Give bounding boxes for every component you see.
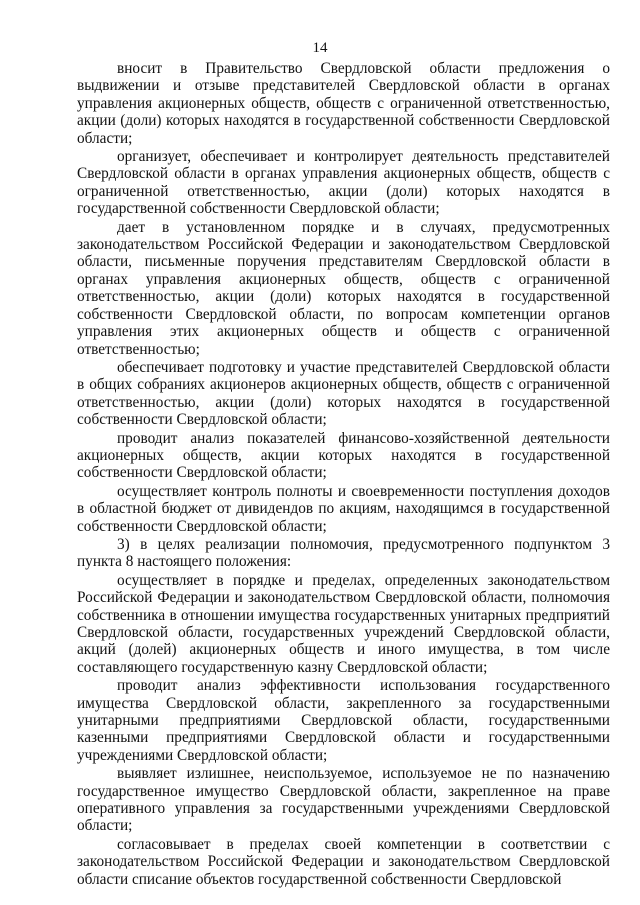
paragraph: осуществляет в порядке и пределах, определенных законодательством Российской Федерации и законодательством Свердловской области, полномочия собственника в отношении имущества государственных унитарных предприятий Свердловской области, государственных учреждений Свердловской области, акций (долей) акционерных обществ и иного имущества, в том числе составляющего государственную казну Свердловской области; — [77, 571, 610, 676]
page-number: 14 — [312, 40, 328, 56]
paragraph: организует, обеспечивает и контролирует деятельность представителей Свердловской области в органах управления акционерных обществ, обществ с ограниченной ответственностью, акции (доли) которых находятся в государственной собственности Свердловской области; — [77, 148, 610, 218]
paragraph: дает в установленном порядке и в случаях, предусмотренных законодательством Российской Федерации и законодательством Свердловской области, письменные поручения представителям Свердловской области в органах управления акционерных обществ, обществ с ограниченной ответственностью, акции (доли) которых находятся в государственной собственности Свердловской области, по вопросам компетенции органов управления этих акционерных обществ и обществ с ограниченной ответственностью; — [77, 218, 610, 358]
paragraph: проводит анализ эффективности использования государственного имущества Свердловской области, закрепленного за государственными унитарными предприятиями Свердловской области, государственными казенными предприятиями Свердловской области и государственными учреждениями Свердловской области; — [77, 677, 610, 764]
paragraph: выявляет излишнее, неиспользуемое, используемое не по назначению государственное имущество Свердловской области, закрепленное на праве оперативного управления за государственными учреждениями Свердловской области; — [77, 765, 610, 835]
body-text — [77, 60, 610, 889]
paragraph: обеспечивает подготовку и участие представителей Свердловской области в общих собраниях акционеров акционерных обществ, обществ с ограниченной ответственностью, акции (доли) которых находятся в государственной собственности Свердловской области; — [77, 358, 610, 429]
paragraph: проводит анализ показателей финансово-хозяйственной деятельности акционерных обществ, акции которых находятся в государственной собственности Свердловской области; — [77, 429, 610, 482]
paragraph: согласовывает в пределах своей компетенции в соответствии с законодательством Российской Федерации и законодательством Свердловской области списание объектов государственной собственности Свердловской — [77, 835, 610, 888]
paragraph: 3) в целях реализации полномочия, предусмотренного подпунктом 3 пункта 8 настоящего положения: — [77, 535, 610, 571]
paragraph: вносит в Правительство Свердловской области предложения о выдвижении и отзыве представителей Свердловской области в органах управления акционерных обществ, обществ с ограниченной ответственностью, акции (доли) которых находятся в государственной собственности Свердловской области; — [77, 60, 610, 147]
paragraph: осуществляет контроль полноты и своевременности поступления доходов в областной бюджет от дивидендов по акциям, находящимся в государственной собственности Свердловской области; — [77, 482, 610, 535]
